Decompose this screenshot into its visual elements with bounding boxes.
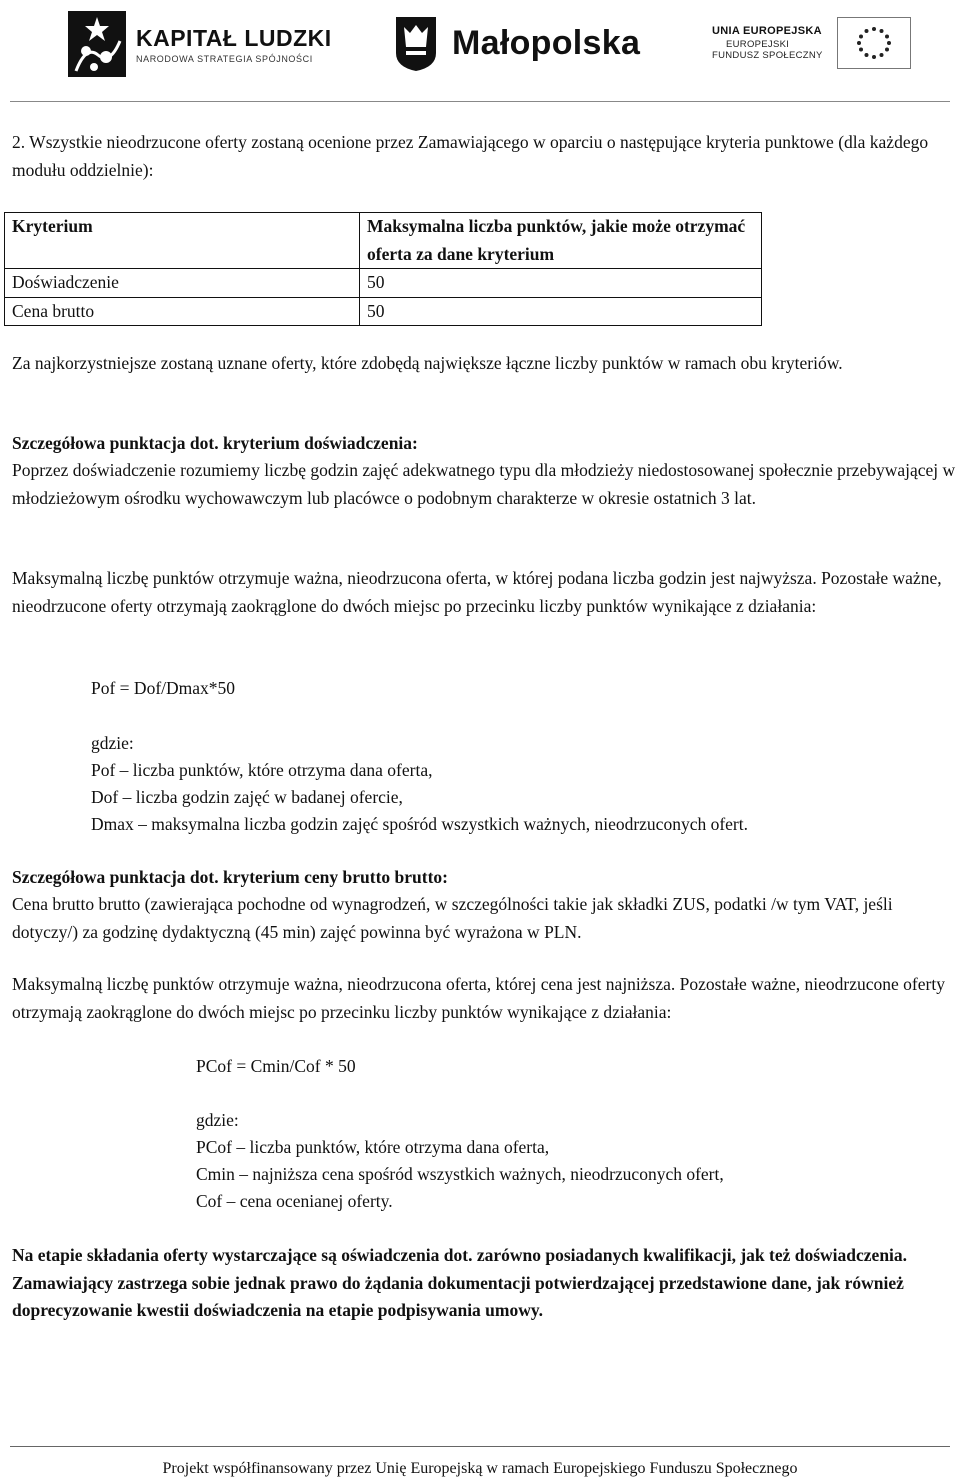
table-cell-criterion: Doświadczenie: [5, 269, 360, 298]
section2-rule-paragraph: Maksymalną liczbę punktów otrzymuje ważna, nieodrzucona oferta, której cena jest najniższa. Pozostałe ważne, nieodrzucone oferty otrzymają zaokrąglone do dwóch miejsc po przecinku liczby punktów wynikające z działania:: [12, 974, 945, 1022]
section1-formula: Pof = Dof/Dmax*50: [91, 678, 236, 698]
footer-divider: [10, 1446, 950, 1447]
section1-def-dmax: Dmax – maksymalna liczba godzin zajęć spośród wszystkich ważnych, nieodrzuconych ofert.: [91, 814, 749, 834]
intro-paragraph: 2. Wszystkie nieodrzucone oferty zostaną ocenione przez Zamawiającego w oparciu o następujące kryteria punktowe (dla każdego modułu oddzielnie):: [12, 132, 929, 180]
section1-heading: Szczegółowa punktacja dot. kryterium doświadczenia:: [12, 433, 418, 453]
page-header: [0, 0, 960, 100]
table-row: [5, 297, 762, 326]
section2-body: Cena brutto brutto (zawierająca pochodne od wynagrodzeń, w szczególności takie jak składki ZUS, podatki /w tym VAT, jeśli dotyczy/) za godzinę dydaktyczną (45 min) zajęć powinna być wyrażona w PLN.: [12, 894, 893, 942]
kapital-ludzki-logo: [68, 8, 332, 80]
section1-def-pof: Pof – liczba punktów, które otrzyma dana oferta,: [91, 760, 433, 780]
malopolska-title: Małopolska: [452, 23, 641, 62]
eu-line1: UNIA EUROPEJSKA: [712, 25, 822, 37]
table-header-criterion: Kryterium: [5, 213, 360, 269]
section2-heading: Szczegółowa punktacja dot. kryterium ceny brutto brutto:: [12, 867, 448, 887]
kapital-ludzki-emblem-icon: [68, 11, 126, 77]
section2-def-cmin: Cmin – najniższa cena spośród wszystkich ważnych, nieodrzuconych ofert,: [196, 1164, 724, 1184]
table-cell-points: 50: [360, 297, 762, 326]
header-divider: [10, 101, 950, 102]
kapital-ludzki-subtitle: NARODOWA STRATEGIA SPÓJNOŚCI: [136, 53, 313, 64]
section1-body: Poprzez doświadczenie rozumiemy liczbę godzin zajęć adekwatnego typu dla młodzieży niedostosowanej społecznie przebywającej w młodzieżowym ośrodku wychowawczym lub placówce o podobnym charakterze w okresie ostatnich 3 lat.: [12, 460, 956, 508]
page-footer: Projekt współfinansowany przez Unię Europejską w ramach Europejskiego Funduszu Społecznego: [162, 1460, 798, 1477]
criteria-table: [4, 212, 762, 326]
kapital-ludzki-title: KAPITAŁ LUDZKI: [136, 24, 332, 51]
table-header-points: Maksymalna liczba punktów, jakie może otrzymać oferta za dane kryterium: [360, 213, 762, 269]
malopolska-logo: [390, 12, 640, 74]
section2-def-cof: Cof – cena ocenianej oferty.: [196, 1191, 393, 1211]
section2-formula: PCof = Cmin/Cof * 50: [196, 1056, 356, 1076]
section2-def-pcof: PCof – liczba punktów, które otrzyma dana oferta,: [196, 1137, 550, 1157]
eu-flag-icon: [837, 17, 911, 69]
eu-line3: FUNDUSZ SPOŁECZNY: [712, 50, 823, 61]
section1-def-dof: Dof – liczba godzin zajęć w badanej ofercie,: [91, 787, 403, 807]
table-cell-criterion: Cena brutto: [5, 297, 360, 326]
table-header-row: [5, 213, 762, 269]
summary-paragraph: Za najkorzystniejsze zostaną uznane oferty, które zdobędą największe łączne liczby punktów w ramach obu kryteriów.: [12, 353, 843, 373]
table-row: [5, 269, 762, 298]
closing-paragraph: Na etapie składania oferty wystarczające są oświadczenia dot. zarówno posiadanych kwalifikacji, jak też doświadczenia. Zamawiający zastrzega sobie jednak prawo do żądania dokumentacji potwierdzającej przedstawione dane, jak również doprecyzowanie kwestii doświadczenia na etapie podpisywania umowy.: [12, 1245, 908, 1320]
section2-where: gdzie:: [196, 1110, 239, 1130]
section1-where: gdzie:: [91, 733, 134, 753]
section1-rule-paragraph: Maksymalną liczbę punktów otrzymuje ważna, nieodrzucona oferta, w której podana liczba godzin jest najwyższa. Pozostałe ważne, nieodrzucone oferty otrzymają zaokrąglone do dwóch miejsc po przecinku liczby punktów wynikające z działania:: [12, 568, 942, 616]
eu-line2: EUROPEJSKI: [726, 39, 790, 50]
malopolska-emblem-icon: [390, 13, 442, 73]
table-cell-points: 50: [360, 269, 762, 298]
eu-logo: [712, 18, 911, 68]
